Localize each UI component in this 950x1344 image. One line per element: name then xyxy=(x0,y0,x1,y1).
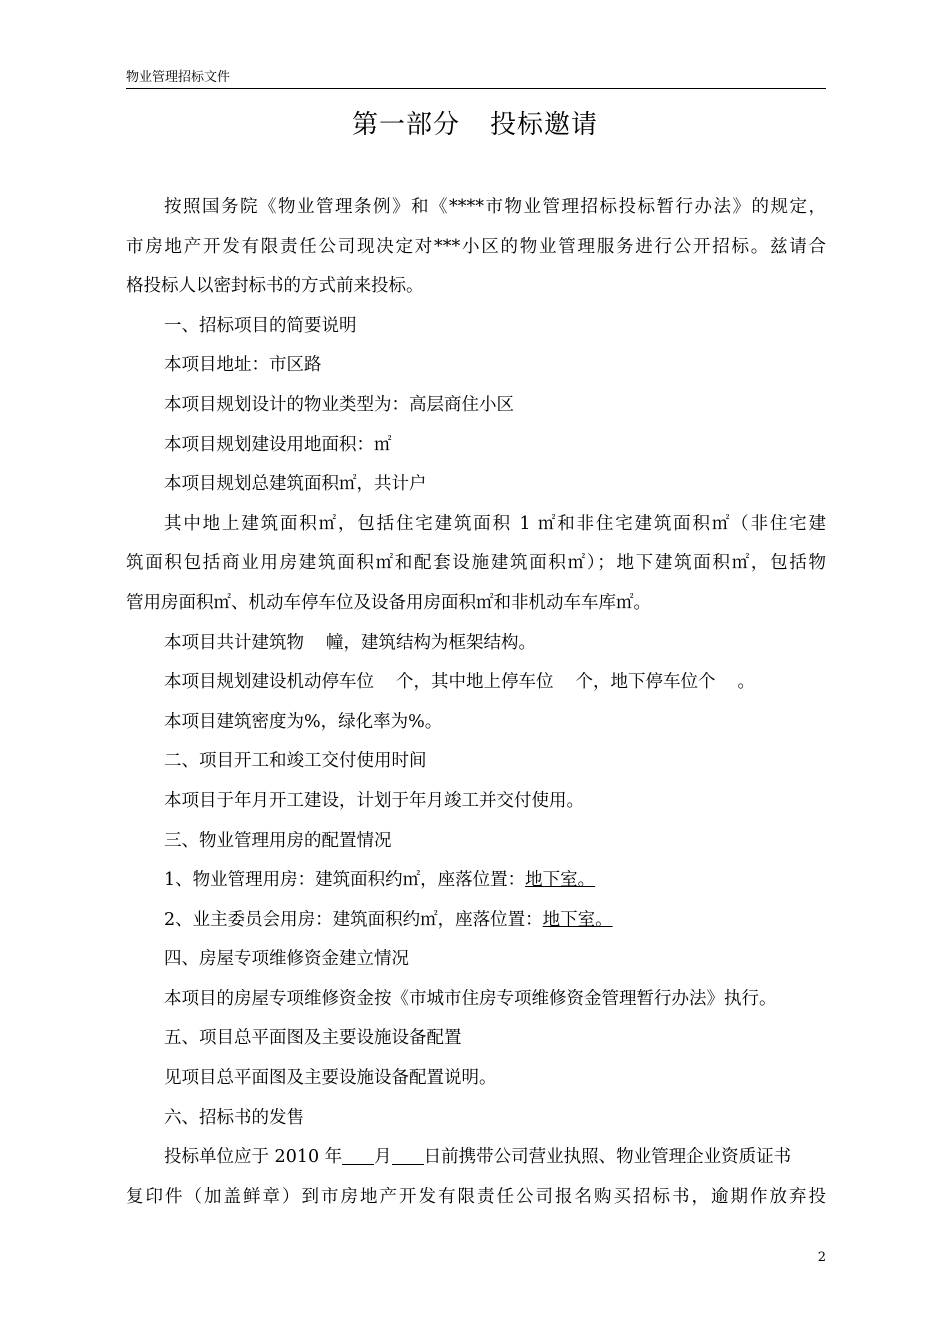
title-name: 投标邀请 xyxy=(490,110,599,140)
page-header xyxy=(126,68,826,89)
owners-committee-room-location: 地下室。 xyxy=(542,909,613,930)
parking-text-b: 个，其中地上停车位 xyxy=(396,672,554,693)
header-text: 物业管理招标文件 xyxy=(126,70,231,85)
intro-line-1: 按照国务院《物业管理条例》和《****市物业管理招标投标暂行办法》的规定， xyxy=(164,197,826,217)
day-blank xyxy=(392,1147,424,1166)
sale-line-1 xyxy=(126,1138,826,1178)
project-address: 本项目地址：市区路 xyxy=(164,355,322,376)
section-5-heading: 五、项目总平面图及主要设施设备配置 xyxy=(164,1028,462,1049)
management-room-location: 地下室。 xyxy=(525,870,596,891)
buildings-line xyxy=(126,624,826,664)
sale-text-b: 月 xyxy=(374,1147,392,1168)
buildings-text-b: 幢，建筑结构为框架结构。 xyxy=(326,632,536,653)
area-line-1: 其中地上建筑面积㎡，包括住宅建筑面积 1 ㎡和非住宅建筑面积㎡（非住宅建 xyxy=(164,513,826,534)
sale-line-2: 复印件（加盖鲜章）到市房地产开发有限责任公司报名购买招标书，逾期作放弃投 xyxy=(126,1186,826,1207)
area-line-3: 管用房面积㎡、机动车停车位及设备用房面积㎡和非机动车车库㎡。 xyxy=(126,592,651,613)
section-4-heading: 四、房屋专项维修资金建立情况 xyxy=(164,949,409,970)
section-1-heading: 一、招标项目的简要说明 xyxy=(164,315,357,336)
intro-line-3: 格投标人以密封标书的方式前来投标。 xyxy=(126,276,424,297)
density-line: 本项目建筑密度为%，绿化率为%。 xyxy=(164,711,443,732)
document-body xyxy=(126,188,826,1217)
owners-committee-room-label: 2、业主委员会用房：建筑面积约㎡，座落位置： xyxy=(164,909,543,930)
total-area: 本项目规划总建筑面积㎡，共计户 xyxy=(164,474,427,495)
page-title xyxy=(0,110,950,140)
sale-text-a: 投标单位应于 2010 年 xyxy=(164,1147,343,1168)
management-room-line xyxy=(126,861,826,901)
site-plan-line: 见项目总平面图及主要设施设备配置说明。 xyxy=(164,1068,497,1089)
section-2-heading: 二、项目开工和竣工交付使用时间 xyxy=(164,751,427,772)
section-6-heading: 六、招标书的发售 xyxy=(164,1107,304,1128)
owners-committee-room-line xyxy=(126,901,826,941)
sale-text-c: 日前携带公司营业执照、物业管理企业资质证书 xyxy=(423,1147,792,1168)
parking-text-a: 本项目规划建设机动停车位 xyxy=(164,672,374,693)
page-number: 2 xyxy=(817,1250,826,1265)
intro-line-2: 市房地产开发有限责任公司现决定对***小区的物业管理服务进行公开招标。兹请合 xyxy=(126,236,826,257)
schedule-line: 本项目于年月开工建设，计划于年月竣工并交付使用。 xyxy=(164,790,584,811)
area-line-2: 筑面积包括商业用房建筑面积㎡和配套设施建筑面积㎡）；地下建筑面积㎡，包括物 xyxy=(126,553,826,574)
land-area: 本项目规划建设用地面积：㎡ xyxy=(164,434,392,455)
parking-text-d: 。 xyxy=(737,672,755,693)
management-room-label: 1、物业管理用房：建筑面积约㎡，座落位置： xyxy=(164,870,526,891)
section-3-heading: 三、物业管理用房的配置情况 xyxy=(164,830,392,851)
parking-line xyxy=(126,663,826,703)
property-type: 本项目规划设计的物业类型为：高层商住小区 xyxy=(164,394,514,415)
month-blank xyxy=(342,1147,374,1166)
maintenance-fund-line: 本项目的房屋专项维修资金按《市城市住房专项维修资金管理暂行办法》执行。 xyxy=(164,988,777,1009)
buildings-text-a: 本项目共计建筑物 xyxy=(164,632,304,653)
parking-text-c: 个，地下停车位个 xyxy=(575,672,716,693)
title-part: 第一部分 xyxy=(351,110,460,140)
